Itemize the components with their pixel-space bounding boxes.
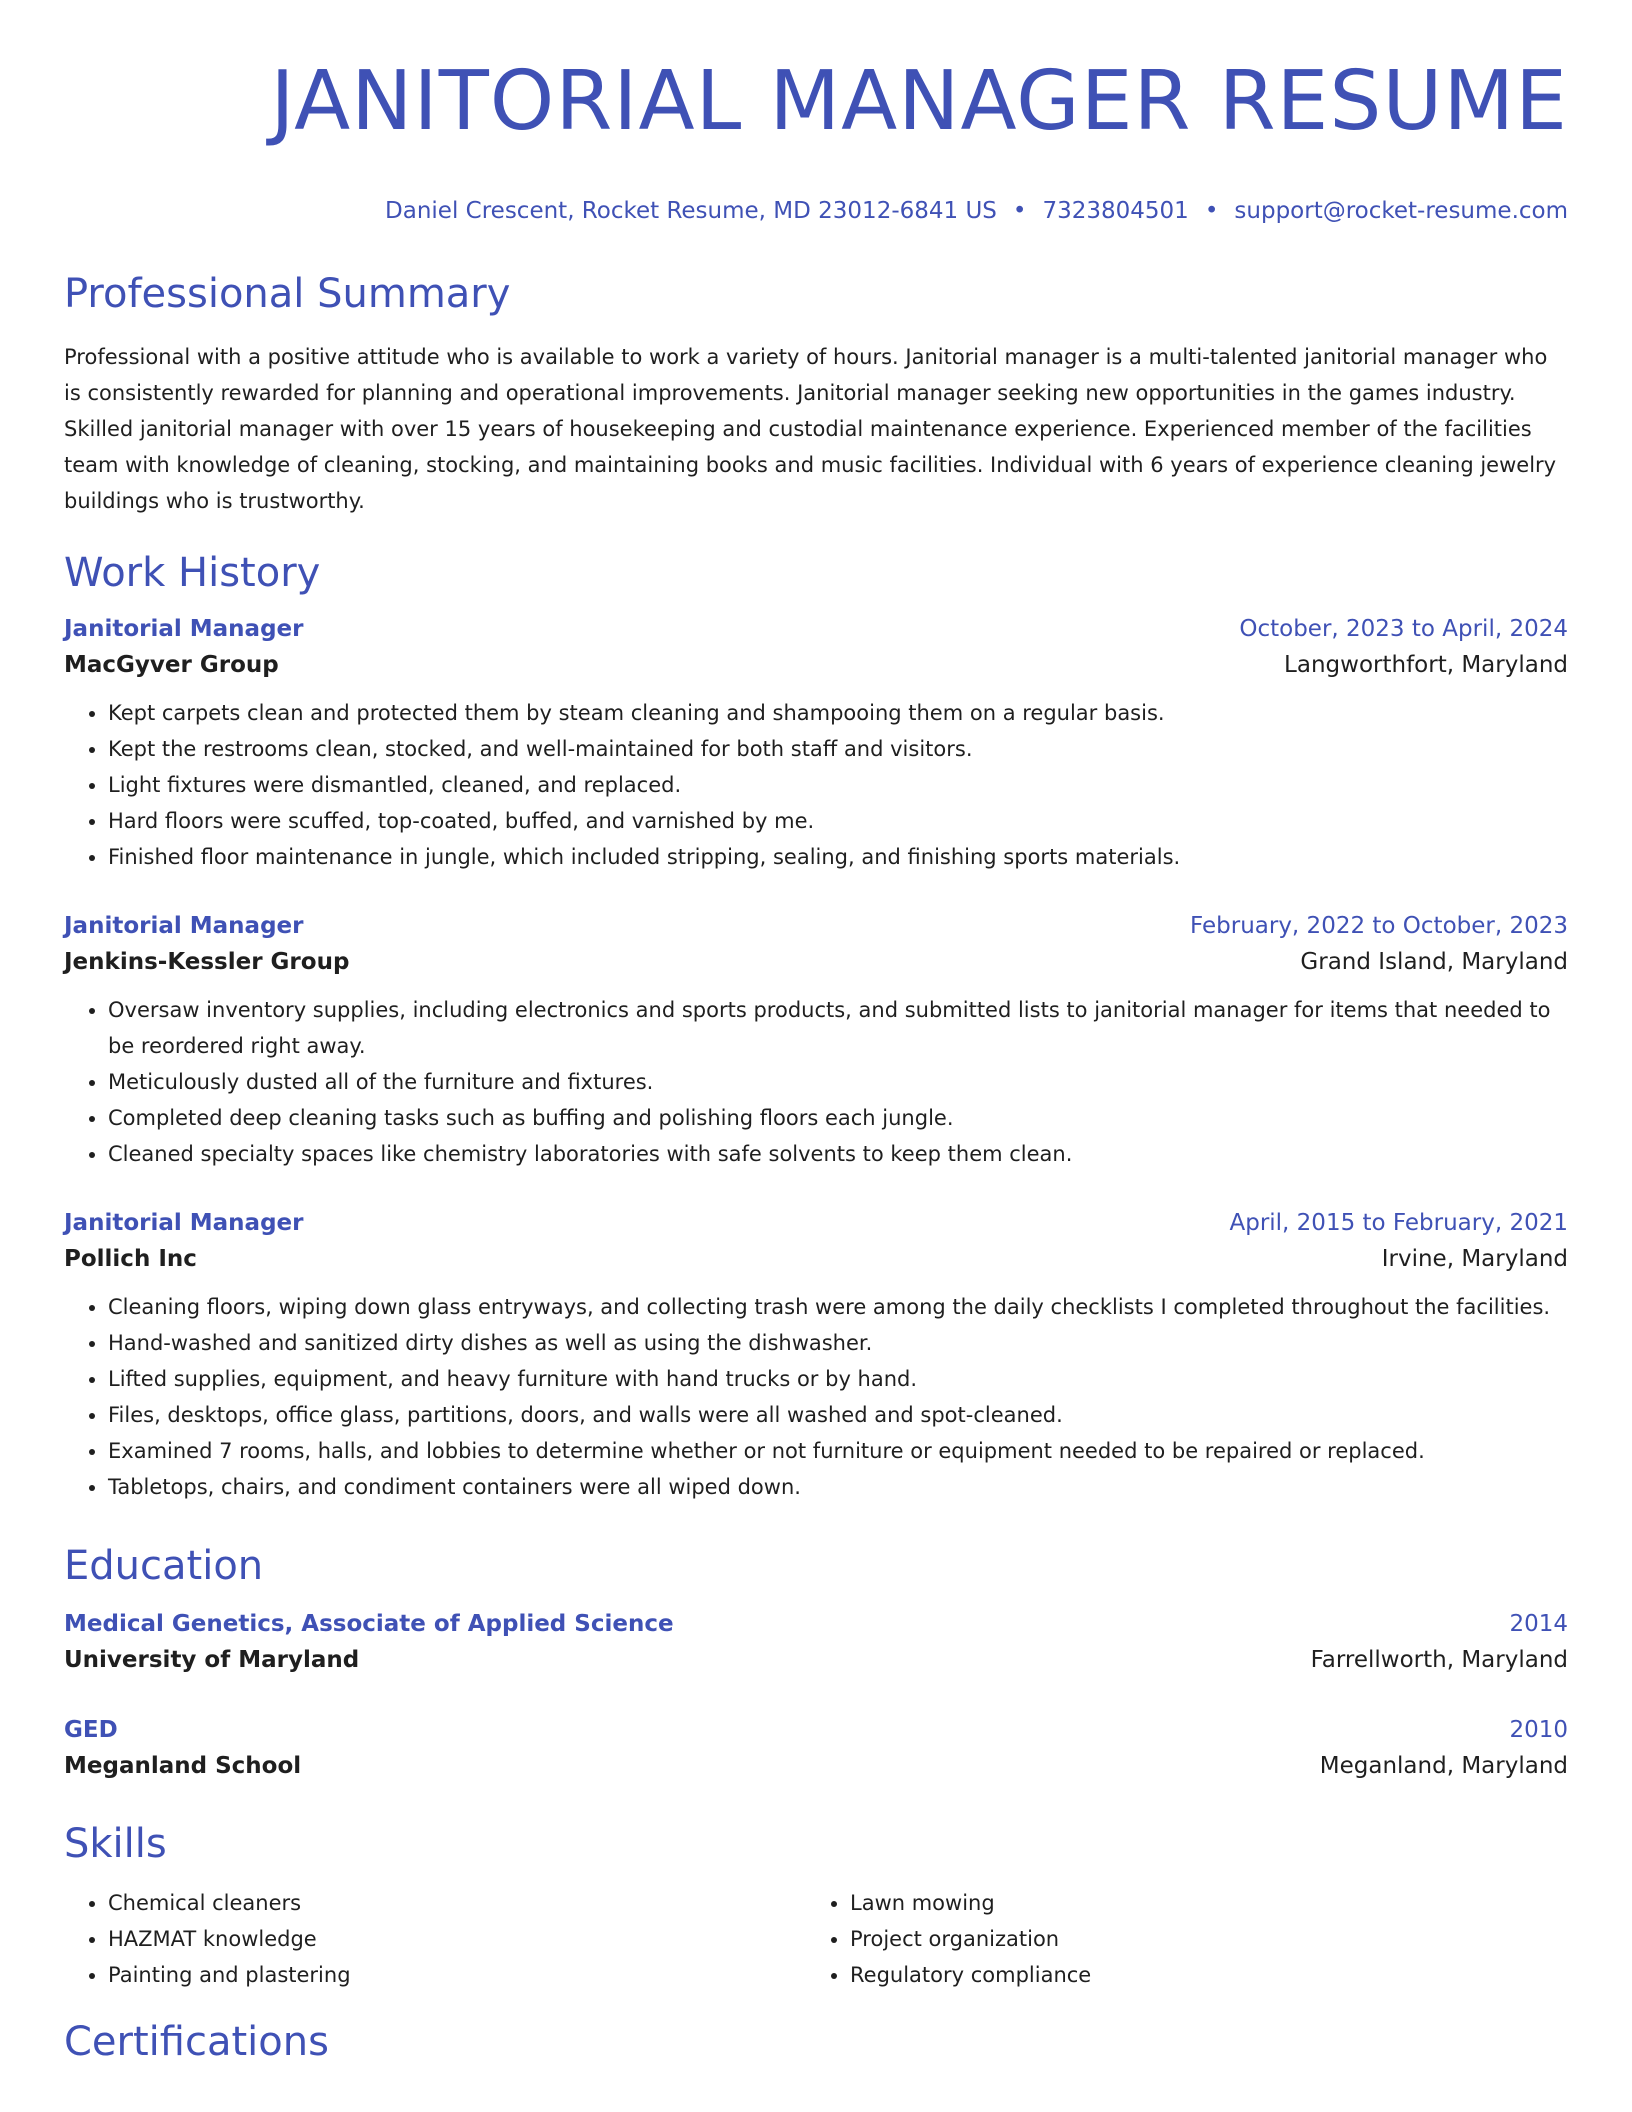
- education-location: Meganland, Maryland: [1319, 1753, 1568, 1779]
- skills-list: [806, 1885, 1548, 1993]
- contact-line: [64, 196, 1568, 226]
- skills-heading: Skills: [64, 1821, 167, 1867]
- job-title: Janitorial Manager: [64, 913, 304, 939]
- job-title: Janitorial Manager: [64, 1210, 304, 1236]
- contact-phone[interactable]: 7323804501: [1042, 198, 1189, 224]
- education-school: Meganland School: [64, 1753, 302, 1779]
- summary-text: Professional with a positive attitude who is available to work a variety of hours. Janitorial manager is a multi-talented janitorial manager who is consistently rewarded for planning and operational improvements. Janitorial manager seeking new opportunities in the games industry. Skilled janitorial manager with over 15 years of housekeeping and custodial maintenance experience. Experienced member of the facilities team with knowledge of cleaning, stocking, and maintaining books and music facilities. Individual with 6 years of experience cleaning jewelry buildings who is trustworthy.: [64, 345, 1557, 513]
- job-duty: • Files, desktops, office glass, partitions, doors, and walls were all washed and spot-cleaned.: [108, 1397, 1568, 1433]
- contact-separator: •: [1204, 198, 1219, 224]
- job-location: Irvine, Maryland: [1381, 1246, 1568, 1272]
- job-entry: [64, 612, 1568, 875]
- job-duty: • Hand-washed and sanitized dirty dishes as well as using the dishwasher.: [108, 1325, 1568, 1361]
- job-company: Pollich Inc: [64, 1246, 197, 1272]
- job-duty: • Cleaning floors, wiping down glass entryways, and collecting trash were among the daily checklists I completed throughout the facilities.: [108, 1289, 1568, 1325]
- job-company: MacGyver Group: [64, 652, 279, 678]
- summary-heading: Professional Summary: [64, 271, 511, 317]
- education-degree: Medical Genetics, Associate of Applied Science: [64, 1611, 674, 1637]
- job-dates: October, 2023 to April, 2024: [1239, 616, 1568, 642]
- job-entry: [64, 909, 1568, 1172]
- job-company: Jenkins-Kessler Group: [64, 949, 350, 975]
- job-duty: • Cleaned specialty spaces like chemistry laboratories with safe solvents to keep them clean.: [108, 1136, 1568, 1172]
- skill-item: • Chemical cleaners: [108, 1885, 806, 1921]
- skills-column-left: [64, 1885, 806, 1993]
- job-duties-list: [64, 992, 1568, 1172]
- job-location: Grand Island, Maryland: [1300, 949, 1568, 975]
- skill-item: • Project organization: [850, 1921, 1548, 1957]
- skill-item: • Lawn mowing: [850, 1885, 1548, 1921]
- job-duty: • Kept carpets clean and protected them by steam cleaning and shampooing them on a regular basis.: [108, 695, 1568, 731]
- work-history-heading: Work History: [64, 550, 321, 596]
- job-duty: • Light fixtures were dismantled, cleaned, and replaced.: [108, 767, 1568, 803]
- education-entry: [64, 1713, 1568, 1785]
- job-duties-list: [64, 1289, 1568, 1505]
- skill-item: • Painting and plastering: [108, 1957, 806, 1993]
- job-dates: February, 2022 to October, 2023: [1190, 913, 1568, 939]
- contact-separator: •: [1012, 198, 1027, 224]
- job-entry: [64, 1206, 1568, 1505]
- job-duty: • Tabletops, chairs, and condiment containers were all wiped down.: [108, 1469, 1568, 1505]
- job-duty: • Meticulously dusted all of the furniture and fixtures.: [108, 1064, 1568, 1100]
- resume-page: [64, 0, 1568, 2067]
- contact-address: Daniel Crescent, Rocket Resume, MD 23012-6841 US: [385, 198, 997, 224]
- education-location: Farrellworth, Maryland: [1310, 1647, 1568, 1673]
- education-school: University of Maryland: [64, 1647, 360, 1673]
- job-title: Janitorial Manager: [64, 616, 304, 642]
- job-duty: • Oversaw inventory supplies, including electronics and sports products, and submitted lists to janitorial manager for items that needed to be reordered right away.: [108, 992, 1568, 1064]
- job-duty: • Kept the restrooms clean, stocked, and well-maintained for both staff and visitors.: [108, 731, 1568, 767]
- job-duty: • Finished floor maintenance in jungle, which included stripping, sealing, and finishing sports materials.: [108, 839, 1568, 875]
- skills-grid: [64, 1885, 1568, 1993]
- skills-list: [64, 1885, 806, 1993]
- contact-email[interactable]: support@rocket-resume.com: [1234, 198, 1568, 224]
- education-year: 2010: [1509, 1717, 1568, 1743]
- job-duty: • Completed deep cleaning tasks such as buffing and polishing floors each jungle.: [108, 1100, 1568, 1136]
- education-degree: GED: [64, 1717, 118, 1743]
- resume-title: JANITORIAL MANAGER RESUME: [270, 54, 1568, 149]
- job-duties-list: [64, 695, 1568, 875]
- education-entry: [64, 1607, 1568, 1679]
- education-heading: Education: [64, 1543, 264, 1589]
- job-dates: April, 2015 to February, 2021: [1229, 1210, 1568, 1236]
- certifications-heading: Certifications: [64, 2019, 329, 2065]
- job-duty: • Hard floors were scuffed, top-coated, buffed, and varnished by me.: [108, 803, 1568, 839]
- education-year: 2014: [1509, 1611, 1568, 1637]
- job-duty: • Examined 7 rooms, halls, and lobbies to determine whether or not furniture or equipment needed to be repaired or replaced.: [108, 1433, 1568, 1469]
- skill-item: • Regulatory compliance: [850, 1957, 1548, 1993]
- skills-column-right: [806, 1885, 1548, 1993]
- job-duty: • Lifted supplies, equipment, and heavy furniture with hand trucks or by hand.: [108, 1361, 1568, 1397]
- job-location: Langworthfort, Maryland: [1284, 652, 1568, 678]
- skill-item: • HAZMAT knowledge: [108, 1921, 806, 1957]
